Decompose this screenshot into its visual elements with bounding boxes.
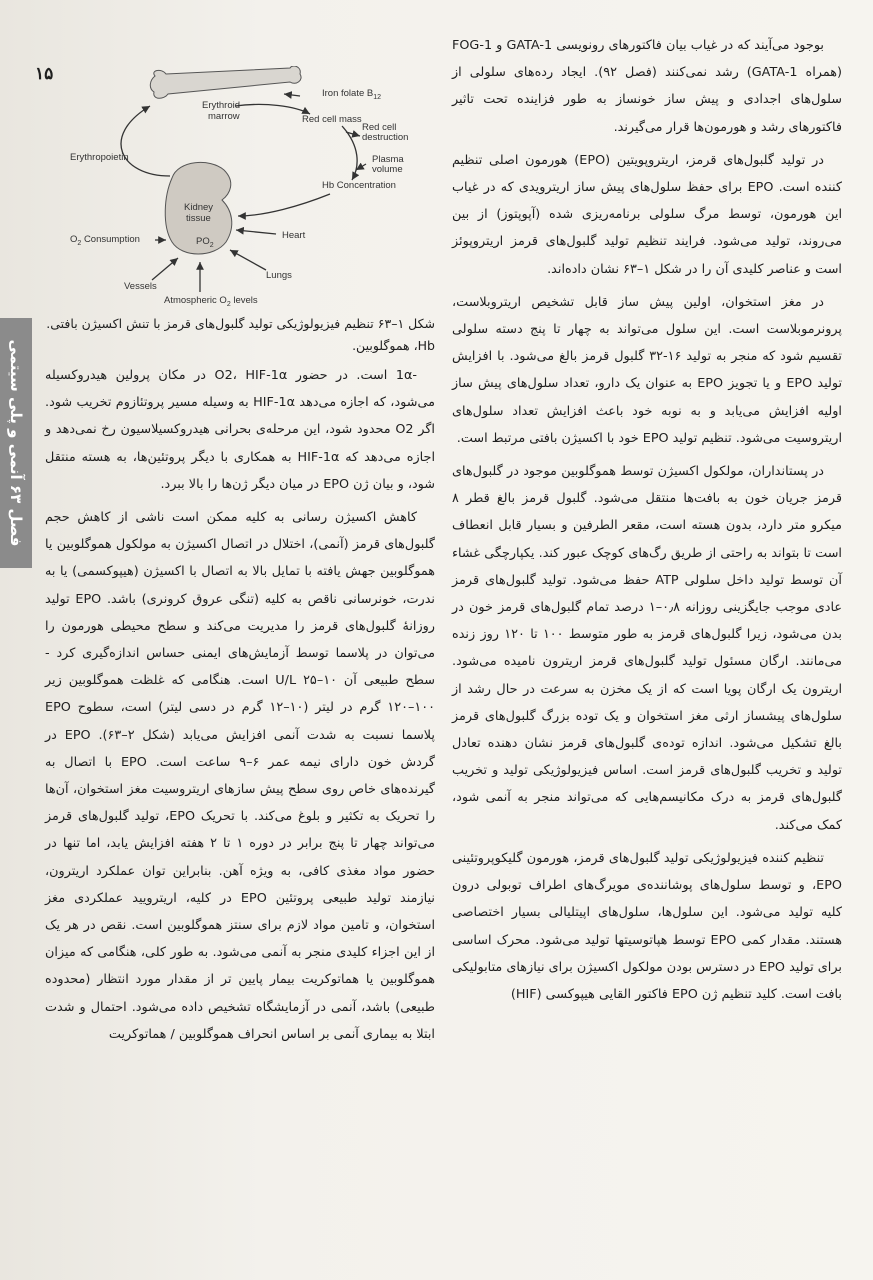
- arrow-epo-to-marrow: [121, 106, 170, 176]
- chapter-side-tab: [0, 318, 32, 568]
- label-atmospheric-o2: Atmospheric $O_2$ levels: [164, 295, 258, 306]
- right-column: [452, 32, 842, 1014]
- label-iron-folate: Iron folate $B_{12}$: [322, 88, 382, 101]
- label-lungs: Lungs: [266, 270, 292, 281]
- left-column: [45, 362, 435, 1054]
- label-red-cell-destruction: Red cell destruction: [362, 122, 409, 143]
- label-po2: $PO_2$: [196, 236, 214, 249]
- label-erythroid-marrow: Erythroid marrow: [202, 100, 241, 122]
- arrow-iron: [284, 94, 300, 96]
- arrow-marrow-to-mass: [235, 104, 310, 114]
- label-erythropoietin: Erythropoietin: [70, 152, 129, 163]
- paragraph: تنظیم کننده فیزیولوژیکی تولید گلبول‌های قرمز، هورمون گلیکوپروتئینی EPO، و توسط سلول‌های پوشاننده‌ی مویرگ‌های اطراف توبولی درون کلیه تولید می‌شود. این سلول‌ها، سلول‌های اپیتلیالی بسیار اختصاصی هستند. مقدار کمی EPO توسط هپاتوسیتها تولید می‌شود. محرک اساسی برای تولید EPO در دسترس بودن مولکول اکسیژن برای نیازهای متابولیکی بافت است. کلید تنظیم ژن EPO فاکتور القایی هیپوکسی (HIF): [452, 850, 842, 1002]
- paragraph: -1α است. در حضور O2، HIF-1α در مکان پرولین هیدروکسیله می‌شود، که اجازه می‌دهد HIF-1α به وسیله مسیر پروتئازوم تخریب شود. اگر O2 محدود شود، این مرحله‌ی بحرانی هیدروکسیلاسیون رخ نمی‌دهد و اجازه می‌دهد که HIF-1α به همکاری با دیگر پروتئین‌ها، به هسته منتقل شود، و بیان ژن EPO در میان دیگر ژن‌ها را بالا ببرد.: [45, 368, 435, 492]
- arrow-vessels: [152, 258, 178, 280]
- erythropoiesis-figure: [60, 66, 435, 306]
- page-number: ۱۵: [35, 64, 54, 83]
- paragraph: بوجود می‌آیند که در غیاب بیان فاکتورهای رونویسی GATA-1 و FOG-1 (همراه GATA-1) رشد نمی‌کنند (فصل ۹۲). ایجاد رده‌های سلولی از سلول‌های اجدادی و پیش ساز خونساز به طور فزاینده تحت تاثیر فاکتورهای رشد و هورمون‌ها قرار می‌گیرند.: [452, 38, 842, 135]
- chapter-side-tab-label: فصل ۶۳ آنمی و پلی سیتمی: [7, 339, 25, 547]
- label-hb-concentration: Hb Concentration: [322, 180, 396, 191]
- bone-icon: [150, 66, 301, 98]
- arrow-lungs: [230, 250, 266, 270]
- erythropoiesis-diagram: [60, 66, 435, 306]
- label-vessels: Vessels: [124, 281, 157, 292]
- label-red-cell-mass: Red cell mass: [302, 114, 362, 125]
- label-o2-consumption: $O_2$ Consumption: [70, 234, 140, 247]
- figure-caption: شکل ۱–۶۳ تنظیم فیزیولوژیکی تولید گلبول‌های قرمز با تنش اکسیژن بافتی. Hb، هموگلوبین.: [46, 316, 435, 353]
- label-plasma-volume: Plasma volume: [372, 154, 404, 175]
- paragraph: در تولید گلبول‌های قرمز، اریتروپویتین (EPO) هورمون اصلی تنظیم کننده است. EPO برای حفظ سلول‌های پیش ساز اریترویدی که در غیاب این هورمون، توسط مرگ سلولی برنامه‌ریزی شده (آپوپتوز) از بین می‌روند، تولید می‌شود. فرایند تنظیم تولید گلبول‌های قرمز اریتروپوئز است و عناصر کلیدی آن را در شکل ۱–۶۳ نشان داده‌اند.: [452, 152, 842, 277]
- paragraph: در مغز استخوان، اولین پیش ساز قابل تشخیص اریتروبلاست، پرونرموبلاست است. این سلول می‌تواند به چهار تا پنج دسته سلولی تقسیم شود که منجر به تولید ۱۶-۳۲ گلبول قرمز بالغ می‌شود. با افزایش تولید EPO و یا تجویز EPO به عنوان یک دارو، تعداد سلول‌های پیش ساز اولیه افزایش می‌یابد و به نوبه خود باعث افزایش تعداد سلول‌های اریتروسیت می‌شود. تنظیم تولید EPO خود با اکسیژن بافتی مرتبط است.: [452, 294, 843, 446]
- label-heart: Heart: [282, 230, 306, 241]
- arrow-hb-to-kidney: [238, 194, 330, 216]
- label-kidney-tissue: Kidney tissue: [184, 202, 214, 224]
- paragraph: در پستانداران، مولکول اکسیژن توسط هموگلوبین موجود در گلبول‌های قرمز جریان خون به بافت‌ها منتقل می‌شود. گلبول قرمز بالغ قطر ۸ میکرو متر دارد، بدون هسته است، مقعر الطرفین و بسیار قابل انعطاف است تا بتواند به راحتی از طریق رگ‌های کوچک عبور کند. یکپارچگی غشاء آن توسط تولید داخل سلولی ATP حفظ می‌شود. تولید گلبول‌های قرمز عادی موجب جایگزینی روزانه ۰٫۸–۱ درصد تمام گلبول‌های قرمز خون در بدن می‌شود، زیرا گلبول‌های قرمز به طور متوسط ۱۰۰ تا ۱۲۰ روز زنده می‌مانند. ارگان مسئول تولید گلبول‌های قرمز اریترون نامیده می‌شود. اریترون یک ارگان پویا است که از یک مخزن به سرعت در حال رشد از سلول‌های پیشساز ارثی مغز استخوان و یک توده بزرگ گلبول‌های قرمز بالغ تشکیل می‌شود. اندازه توده‌ی گلبول‌های قرمز نشان دهنده تعادل تولید و تخریب گلبول‌های قرمز است. اساس فیزیولوژیکی تولید و تخریب گلبول‌های قرمز به درک مکانیسم‌هایی که می‌تواند منجر به آنمی شود، کمک می‌کند.: [452, 464, 842, 833]
- paragraph: کاهش اکسیژن رسانی به کلیه ممکن است ناشی از کاهش حجم گلبول‌های قرمز (آنمی)، اختلال در اتصال اکسیژن به مولکول هموگلوبین یا هموگلوبین جهش یافته با تمایل بالا به اتصال با اکسیژن (هیپوکسمی) یا به ندرت، خونرسانی ناقص به کلیه (تنگی عروق کرونری) باشد. EPO تولید روزانهٔ گلبول‌های قرمز را مدیریت می‌کند و سطح محیطی هورمون را می‌توان در پلاسما توسط آزمایش‌های ایمنی حساس اندازه‌گیری کرد - سطح طبیعی آن ۱۰–۲۵ U/L است. هنگامی که غلظت هموگلوبین زیر ۱۰۰–۱۲۰ گرم در لیتر (۱۰–۱۲ گرم در دسی لیتر) است، سطوح EPO پلاسما نسبت به شدت آنمی افزایش می‌یابد (شکل ۲–۶۳). EPO در گردش خون دارای نیمه عمر ۶–۹ ساعت است. EPO با اتصال به گیرنده‌های خاص روی سطح پیش سازهای اریتروسیت مغز استخوان، آن‌ها را تحریک به تکثیر و بلوغ می‌کند. با تحریک EPO، تولید گلبول‌های قرمز می‌تواند چهار تا پنج برابر در دوره ۱ تا ۲ هفته افزایش یابد، اما تنها در حضور مواد مغذی کافی، به ویژه آهن. بنابراین توان عملکرد اریترون، نیازمند تولید طبیعی پروتئین EPO در کلیه، اریترویید عملکردی مغز استخوان، و تامین مواد لازم برای سنتز هموگلوبین است. نقص در هر یک از این اجزاء کلیدی منجر به آنمی می‌شود. به طور کلی، هنگامی که میزان هموگلوبین یا هماتوکریت بیمار پایین تر از مقدار مورد انتظار (محدوده طبیعی) باشد، آنمی در آزمایشگاه تشخیص داده می‌شود. احتمال و شدت ابتلا به بیماری آنمی بر اساس انحراف هموگلوبین / هماتوکریت: [45, 510, 436, 1042]
- arrow-heart: [236, 230, 276, 234]
